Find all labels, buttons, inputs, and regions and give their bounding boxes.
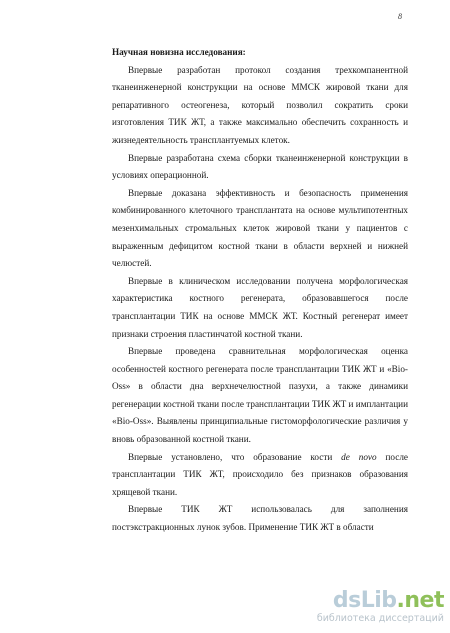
paragraph-7: Впервые ТИК ЖТ использовалась для заполнения постэкстракционных лунок зубов. Применение ТИК ЖТ в области [112, 504, 408, 533]
document-body [112, 44, 408, 537]
paragraph-5: Впервые проведена сравнительная морфологическая оценка особенностей костного регенерата после трансплантации ТИК ЖТ и «Bio-Oss» в области дна верхнечелюстной пазухи, а также динамики регенерации костной ткани после трансплантации ТИК ЖТ и имплантации «Bio-Oss». Выявлены принципиальные гистоморфологические различия у вновь образованной костной ткани. [112, 346, 408, 445]
paragraph-6-start: Впервые установлено, что образование кости [128, 451, 342, 462]
logo-tld-text: .net [396, 588, 444, 613]
paragraph-4: Впервые в клиническом исследовании получена морфологическая характеристика костного регенерата, образовавшегося после трансплантации ТИК на основе ММСК ЖТ. Костный регенерат имеет признаки строения пластинчатой костной ткани. [112, 275, 408, 339]
watermark-subtitle: библиотека диссертаций [316, 613, 444, 624]
logo-main-text: dsLib [332, 588, 397, 613]
paragraph-1: Впервые разработан протокол создания трехкомпанентной тканеинженерной конструкции на основе ММСК жировой ткани для репаративного остеогенеза, который позволил сократить сроки изготовления ТИК ЖТ, а также максимально обеспечить сохранность и жизнедеятельность трансплантуемых клеток. [112, 64, 408, 145]
paragraph-6-emphasis: de novo [341, 451, 377, 462]
paragraph-2: Впервые разработана схема сборки тканеинженерной конструкции в условиях операционной. [112, 152, 408, 181]
paragraph-6 [112, 449, 408, 502]
dslib-logo [317, 590, 444, 612]
paragraph-3: Впервые доказана эффективность и безопасность применения комбинированного клеточного трансплантата на основе мультипотентных мезенхимальных стромальных клеток жировой ткани у пациентов с выраженным дефицитом костной ткани в области верхней и нижней челюстей. [112, 187, 408, 269]
dslib-watermark [317, 590, 444, 625]
paragraph-6-end: после трансплантации ТИК ЖТ, происходило без признаков образования хрящевой ткани. [112, 451, 408, 497]
page-number: 8 [398, 12, 402, 21]
section-heading: Научная новизна исследования: [112, 47, 246, 57]
